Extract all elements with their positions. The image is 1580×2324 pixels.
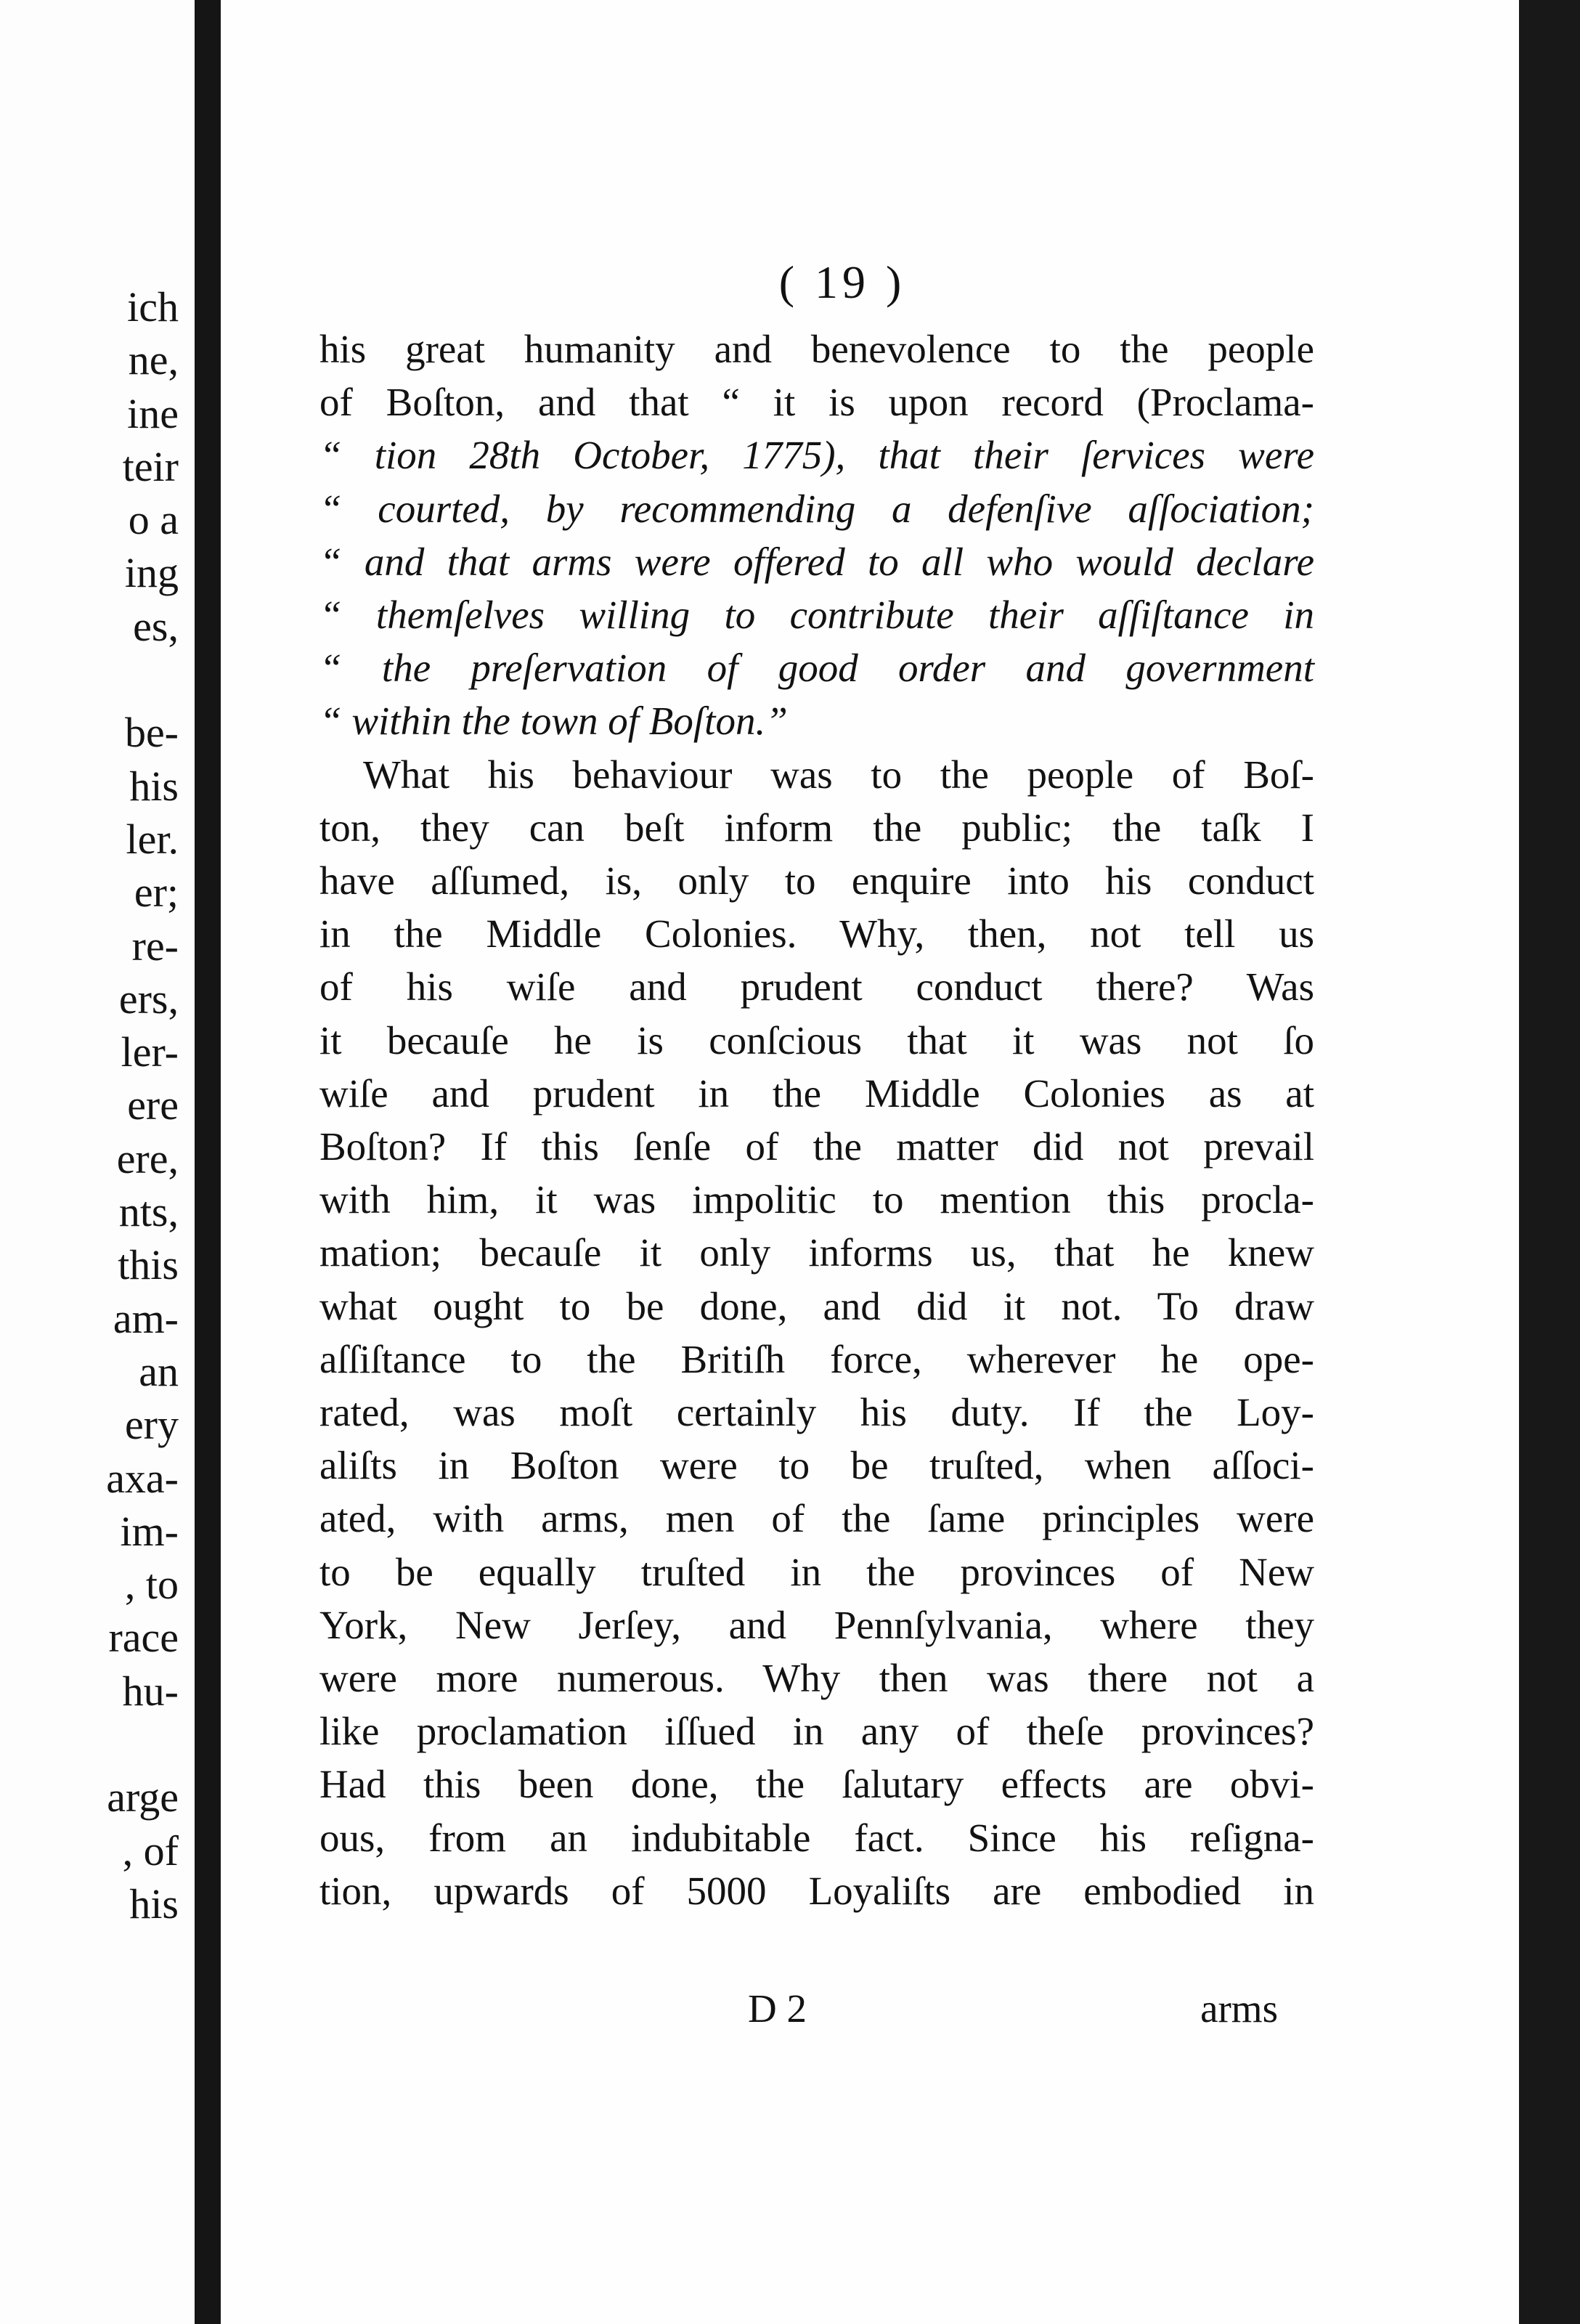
left-facing-page [0,0,195,2324]
left-fragment: , of [122,1827,179,1874]
left-fragment: be- [124,709,179,757]
book-gutter [195,0,221,2324]
left-fragment: ler. [126,815,179,863]
left-fragment: axa- [106,1454,179,1502]
left-fragment: his [129,762,179,810]
left-fragment: er; [134,869,179,917]
text-line: “ within the town of Boſton.” [319,699,788,744]
text-line: to be equally truſted in the provinces of New [319,1549,1314,1594]
text-line: ated, with arms, men of the ſame principles were [319,1496,1314,1541]
text-line: ous, from an indubitable fact. Since his reſigna- [319,1815,1314,1860]
text-line: wiſe and prudent in the Middle Colonies as at [319,1070,1314,1116]
text-line: Boſton? If this ſenſe of the matter did not prevail [319,1124,1314,1169]
text-line: ton, they can beſt inform the public; the taſk I [319,805,1314,850]
catchword: arms [1200,1986,1278,2031]
text-line: it becauſe he is conſcious that it was not ſo [319,1017,1314,1063]
text-line: what ought to be done, and did it not. To draw [319,1283,1314,1328]
text-line: have aſſumed, is, only to enquire into his conduct [319,858,1314,903]
text-line: mation; becauſe it only informs us, that he knew [319,1230,1314,1275]
page-edge-shadow [1519,0,1580,2324]
text-line: of his wiſe and prudent conduct there? Was [319,964,1314,1009]
left-fragment: arge [107,1774,179,1821]
text-line: of Boſton, and that “ it is upon record (Proclama- [319,380,1314,425]
left-fragment: am- [113,1294,179,1342]
text-line: York, New Jerſey, and Pennſylvania, where they [319,1602,1314,1647]
left-fragment: teir [122,442,179,490]
left-fragment: re- [131,922,179,970]
left-fragment: ich [127,283,179,330]
signature-mark: D 2 [748,1986,807,2031]
text-line: tion, upwards of 5000 Loyaliſts are embodied in [319,1868,1314,1913]
left-fragment: ere, [116,1134,179,1182]
left-fragment: , to [124,1561,179,1609]
text-line: “ tion 28th October, 1775), that their ſervices were [319,433,1314,478]
left-fragment: an [139,1347,179,1395]
text-line: “ themſelves willing to contribute their aſſiſtance in [319,593,1314,638]
left-fragment: hu- [122,1667,179,1715]
text-line: “ and that arms were offered to all who would declare [319,539,1314,584]
text-line: were more numerous. Why then was there not a [319,1656,1314,1701]
text-line: like proclamation iſſued in any of theſe provinces? [319,1709,1314,1754]
text-line: What his behaviour was to the people of Boſ- [363,752,1314,797]
left-fragment: es, [133,602,179,650]
text-line: aliſts in Boſton were to be truſted, when aſſoci- [319,1443,1314,1488]
left-fragment: this [118,1241,179,1289]
text-line: his great humanity and benevolence to the people [319,327,1314,371]
left-fragment: ing [124,549,179,597]
left-fragment: ler- [121,1028,179,1076]
text-line: with him, it was impolitic to mention this procla- [319,1177,1314,1222]
left-fragment: ere [127,1081,179,1129]
left-fragment: race [108,1614,179,1662]
left-fragment [106,653,179,706]
body-text [319,322,1314,1917]
text-line: “ the preſervation of good order and government [319,646,1314,691]
left-fragment: nts, [118,1188,179,1236]
left-fragment [106,1718,179,1771]
left-fragment: his [129,1880,179,1927]
text-line: in the Middle Colonies. Why, then, not tell us [319,911,1314,956]
text-line: aſſiſtance to the Britiſh force, wherever he ope- [319,1336,1314,1381]
text-line: Had this been done, the ſalutary effects are obvi- [319,1762,1314,1807]
left-fragment: ers, [118,975,179,1023]
left-fragment: ne, [128,336,179,384]
page-number: ( 19 ) [778,256,906,308]
left-page-text-fragments [106,280,179,1930]
text-line: “ courted, by recommending a defenſive aſſociation; [319,486,1314,531]
left-fragment: ine [127,389,179,437]
left-fragment: im- [120,1507,179,1555]
left-fragment: o a [128,496,179,544]
left-fragment: ery [124,1401,179,1449]
text-line: rated, was moſt certainly his duty. If the Loy- [319,1390,1314,1435]
